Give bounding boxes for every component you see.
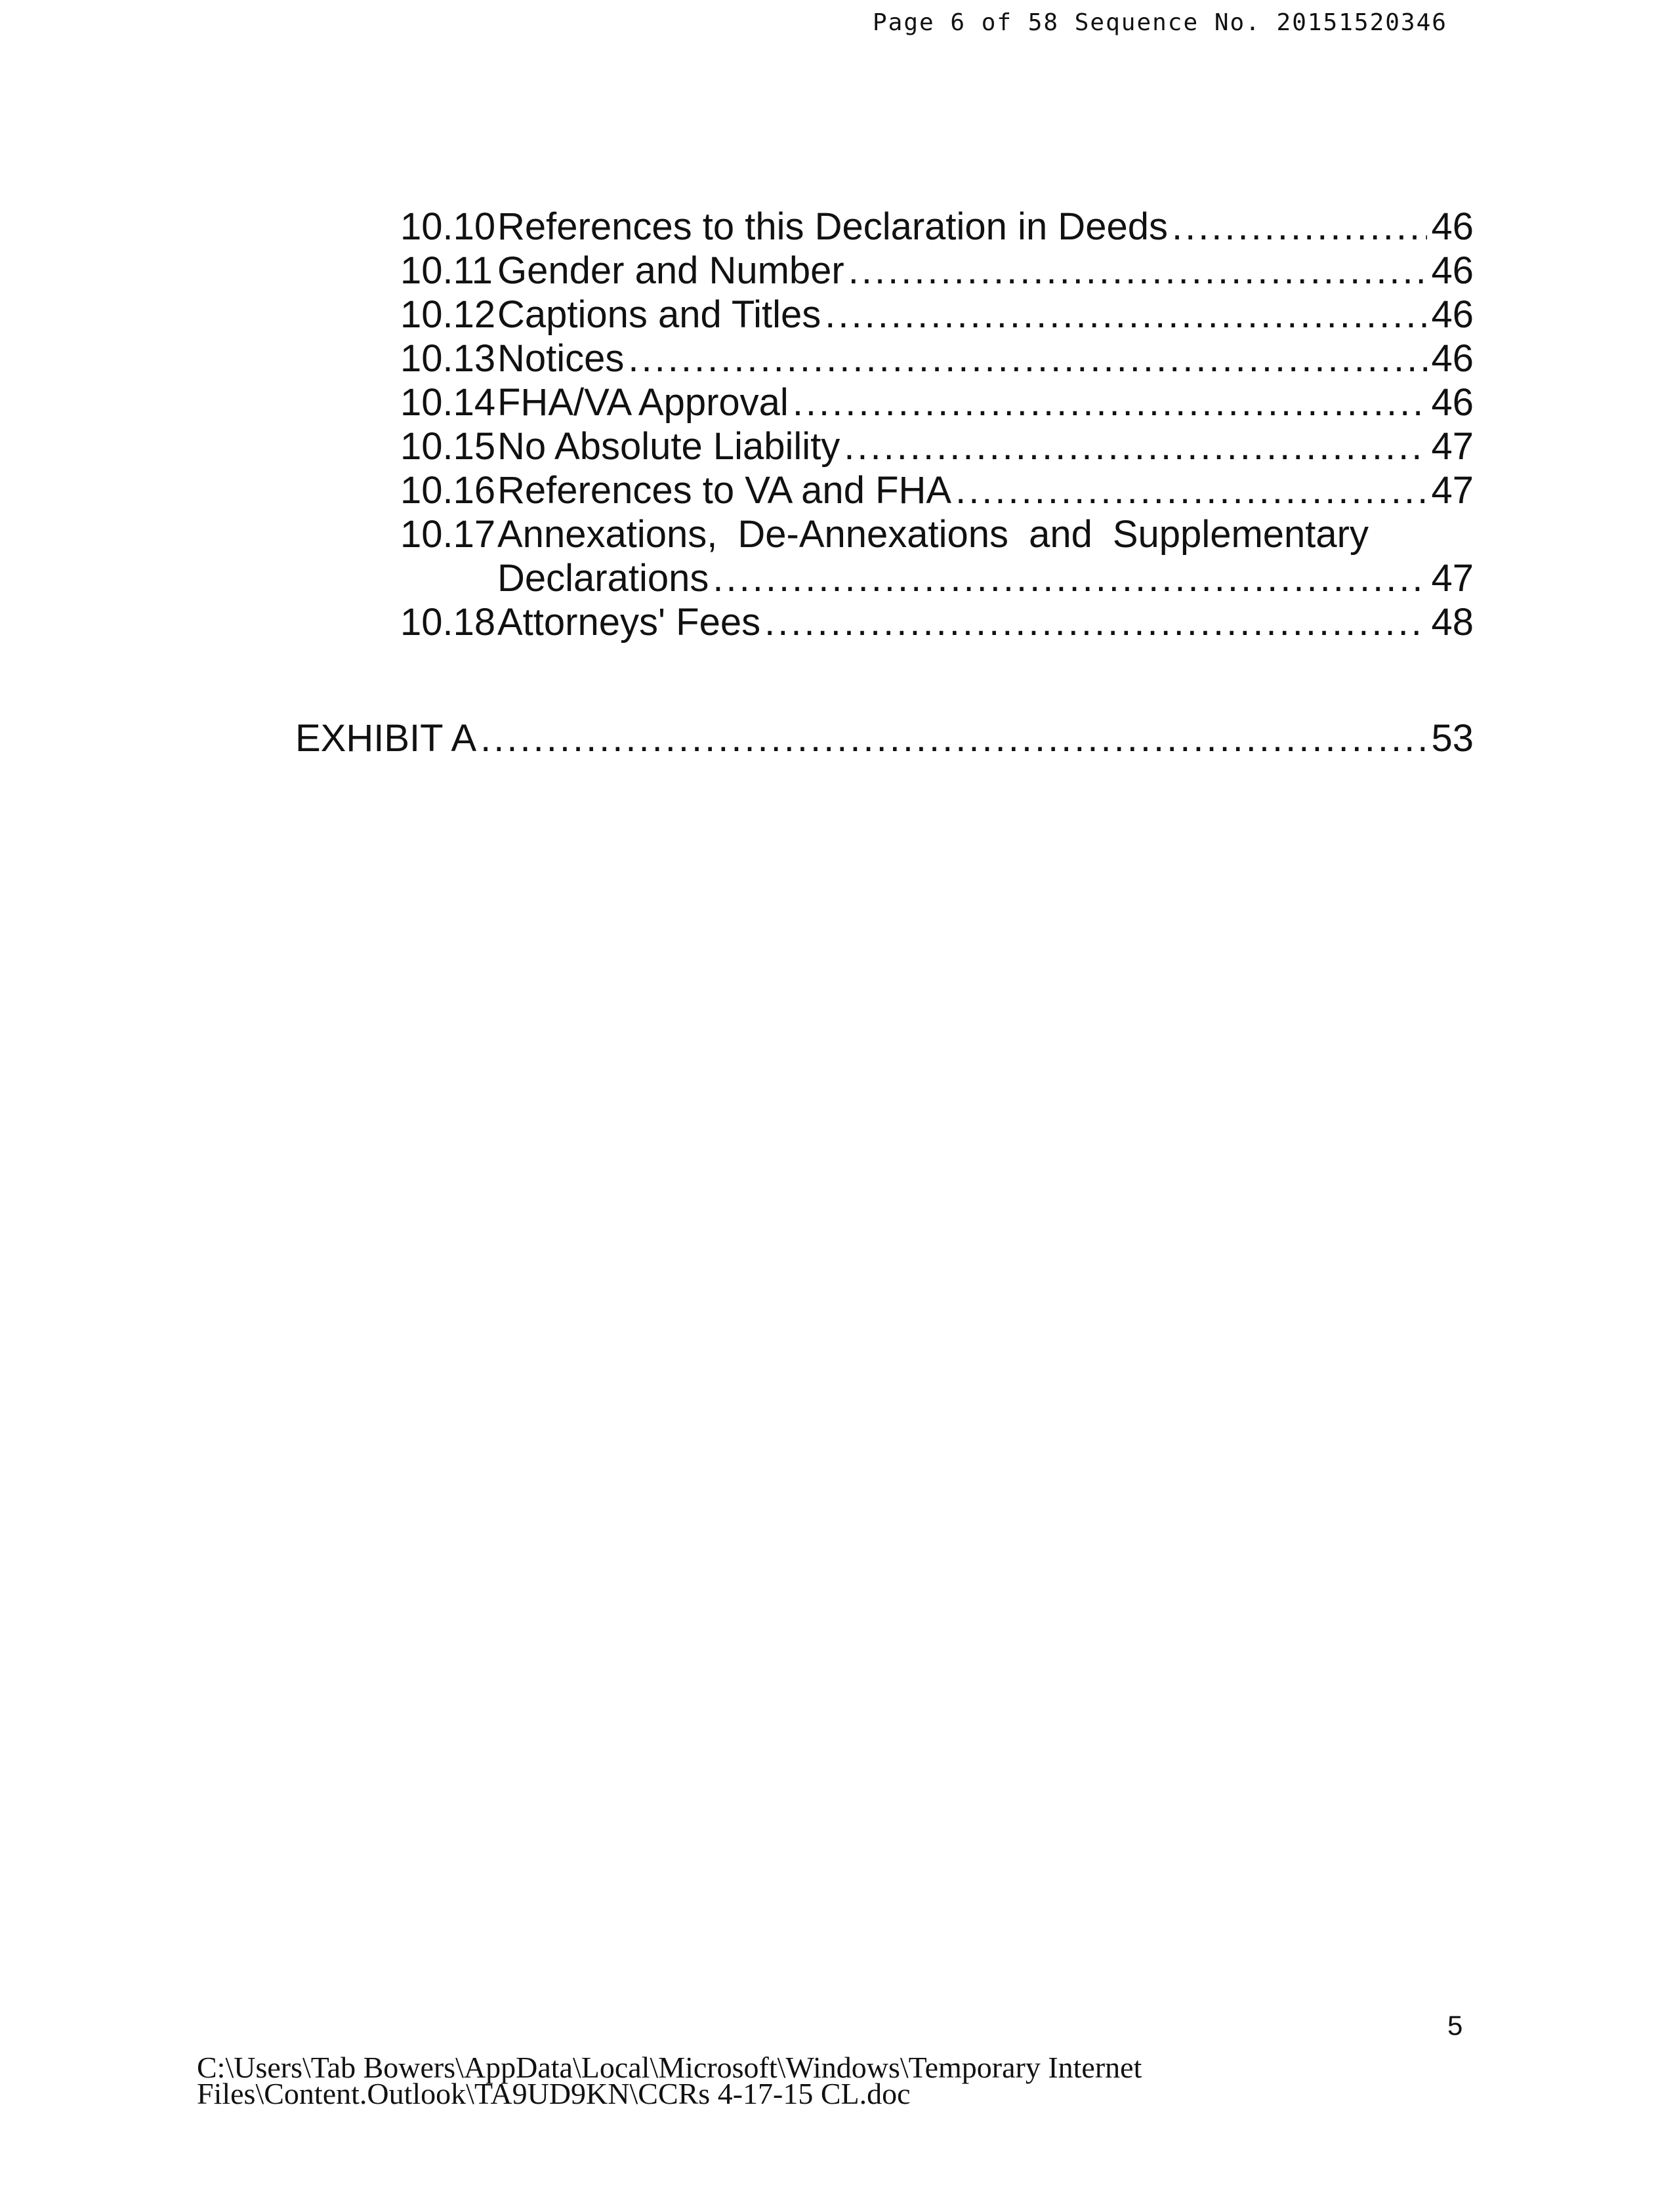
toc-title-word: and	[1029, 513, 1092, 556]
toc-entry-page: 46	[1431, 293, 1474, 336]
toc-entry-page: 46	[1431, 205, 1474, 248]
toc-entry-page: 46	[1431, 381, 1474, 424]
toc-title-word: Supplementary	[1112, 513, 1369, 556]
toc-entry-page: 46	[1431, 249, 1474, 292]
toc-entry-title: References to this Declaration in Deeds	[497, 205, 1168, 248]
document-header: Page 6 of 58 Sequence No. 20151520346	[873, 9, 1447, 36]
toc-leader	[844, 424, 1427, 468]
toc-entry	[400, 424, 1474, 468]
exhibit-title: EXHIBIT A	[295, 717, 477, 760]
toc-entry-page: 47	[1431, 557, 1474, 600]
toc-entry-title-line1	[497, 512, 1474, 556]
toc-entry-number: 10.10	[400, 205, 496, 248]
toc-leader	[825, 293, 1427, 337]
toc-leader	[1172, 205, 1428, 249]
toc-title-word: Annexations,	[497, 513, 718, 556]
toc-leader	[713, 556, 1427, 600]
toc-entry-number: 10.17	[400, 513, 496, 556]
footer-line-1: C:\Users\Tab Bowers\AppData\Local\Microsoft\Windows\Temporary Internet	[197, 2051, 1142, 2084]
toc-entry	[400, 600, 1474, 644]
toc-exhibit-entry	[295, 716, 1474, 760]
toc-entry-page: 48	[1431, 601, 1474, 644]
toc-entry-title: Attorneys' Fees	[497, 601, 761, 644]
toc-entry-number: 10.12	[400, 293, 496, 336]
toc-entry-continuation	[400, 556, 1474, 600]
toc-leader	[764, 600, 1427, 644]
toc-entry-title: Captions and Titles	[497, 293, 821, 336]
table-of-contents	[400, 205, 1474, 644]
toc-leader	[628, 337, 1427, 380]
toc-entry	[400, 249, 1474, 293]
toc-entry-title: FHA/VA Approval	[497, 381, 789, 424]
toc-leader	[480, 716, 1427, 760]
toc-entry-number: 10.13	[400, 337, 496, 380]
toc-leader	[793, 380, 1428, 424]
toc-entry-multiline	[400, 512, 1474, 556]
toc-title-word: De-Annexations	[737, 513, 1009, 556]
toc-entry-page: 47	[1431, 425, 1474, 468]
toc-entry	[400, 337, 1474, 380]
toc-leader	[955, 468, 1427, 512]
toc-entry	[400, 205, 1474, 249]
exhibit-page: 53	[1431, 717, 1474, 760]
toc-entry-title-line2: Declarations	[497, 557, 709, 600]
toc-entry	[400, 380, 1474, 424]
toc-entry	[400, 293, 1474, 337]
toc-entry-number: 10.15	[400, 425, 496, 468]
file-path-footer	[197, 2051, 1142, 2110]
toc-entry-page: 46	[1431, 337, 1474, 380]
toc-leader	[848, 249, 1428, 293]
toc-entry-page: 47	[1431, 469, 1474, 512]
toc-entry-number: 10.14	[400, 381, 496, 424]
toc-entry-title: References to VA and FHA	[497, 469, 952, 512]
toc-entry-number: 10.18	[400, 601, 496, 644]
toc-entry-number: 10.11	[400, 249, 493, 292]
toc-entry-title: Gender and Number	[497, 249, 844, 292]
toc-entry-title: No Absolute Liability	[497, 425, 840, 468]
toc-entry	[400, 468, 1474, 512]
page-number: 5	[1447, 2010, 1463, 2041]
toc-entry-number: 10.16	[400, 469, 496, 512]
footer-line-2: Files\Content.Outlook\TA9UD9KN\CCRs 4-17-15 CL.doc	[197, 2077, 911, 2110]
toc-entry-title: Notices	[497, 337, 625, 380]
